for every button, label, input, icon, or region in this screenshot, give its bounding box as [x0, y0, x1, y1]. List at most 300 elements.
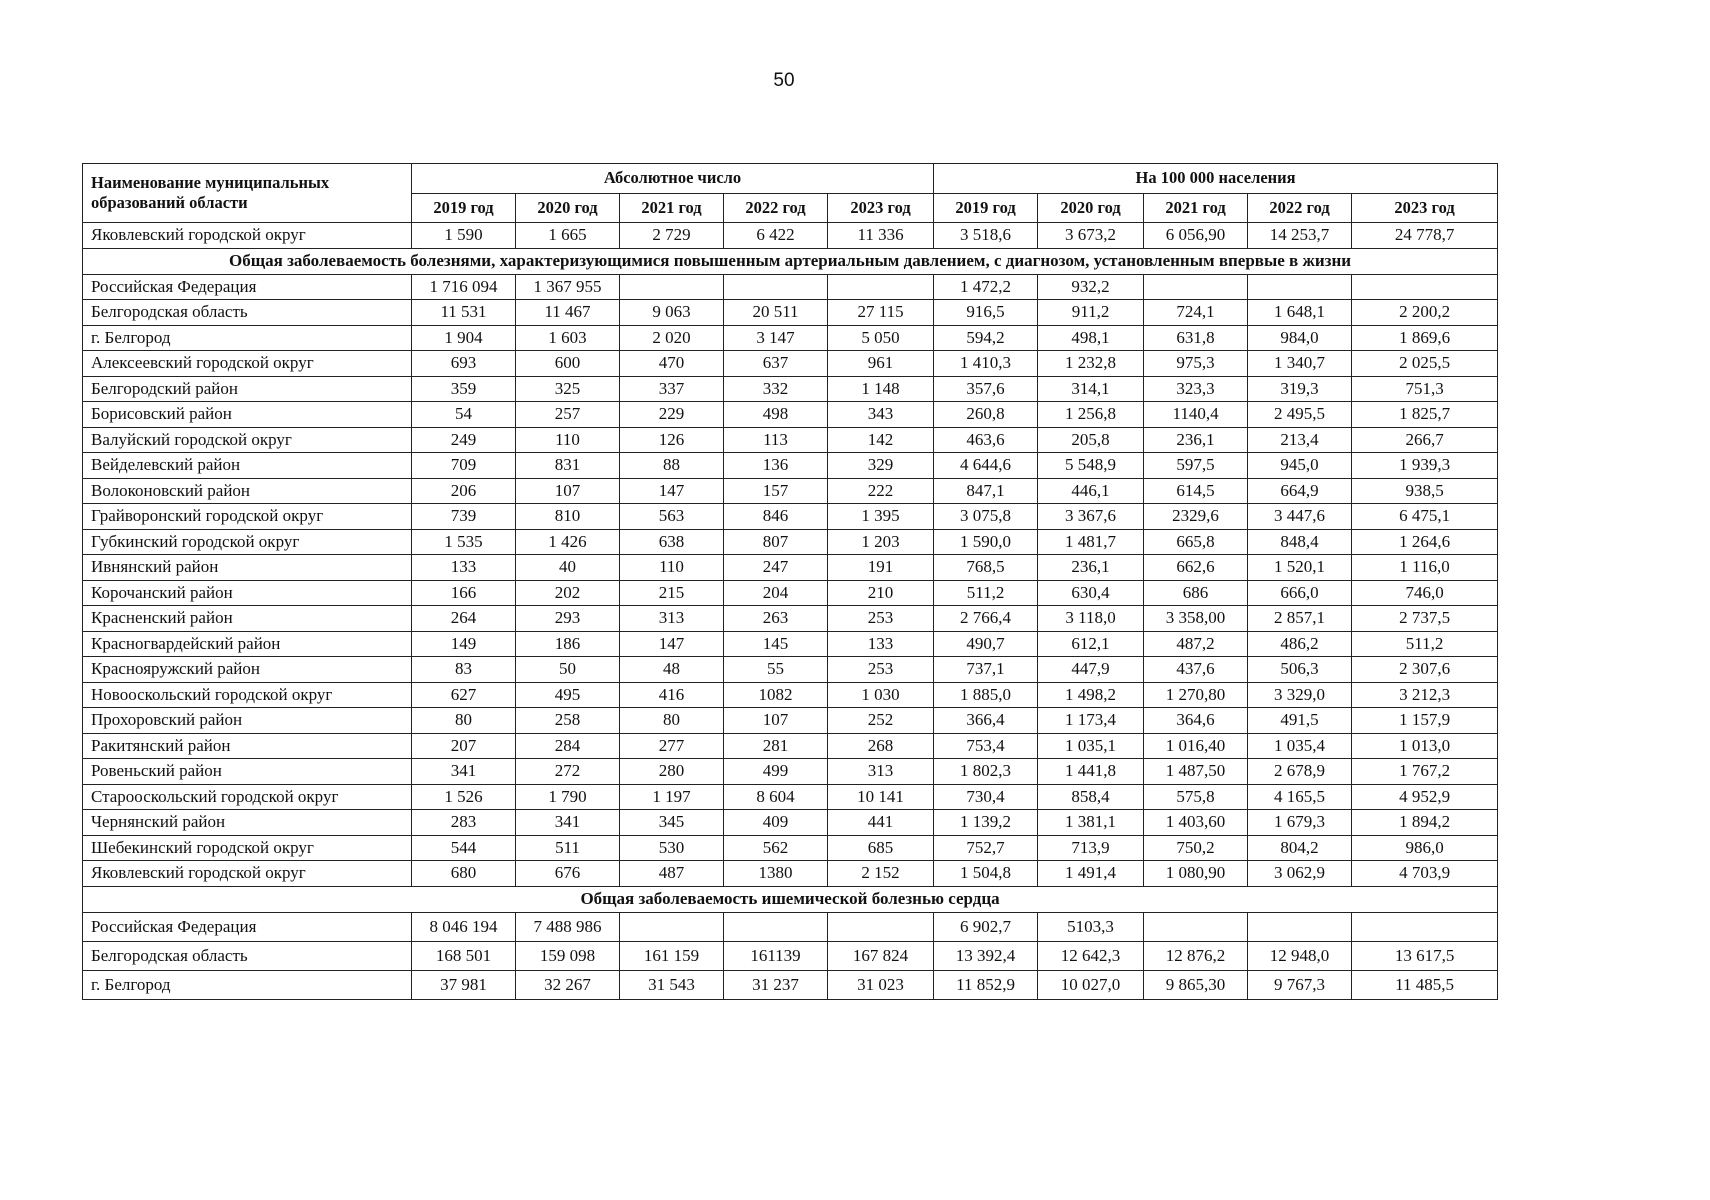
- per-100000-value-cell: 4 952,9: [1352, 784, 1498, 810]
- year-header-per-2020: 2020 год: [1038, 193, 1144, 223]
- absolute-value-cell: 416: [620, 682, 724, 708]
- per-100000-value-cell: 2 495,5: [1248, 402, 1352, 428]
- per-100000-value-cell: 236,1: [1144, 427, 1248, 453]
- absolute-value-cell: 253: [828, 657, 934, 683]
- table-row: [83, 970, 1498, 999]
- absolute-value-cell: 20 511: [724, 300, 828, 326]
- table-row: [83, 427, 1498, 453]
- municipality-name: г. Белгород: [83, 325, 412, 351]
- per-100000-value-cell: 1140,4: [1144, 402, 1248, 428]
- per-100000-value-cell: 511,2: [1352, 631, 1498, 657]
- per-100000-value-cell: 5 548,9: [1038, 453, 1144, 479]
- per-100000-value-cell: 1 016,40: [1144, 733, 1248, 759]
- table-row: [83, 529, 1498, 555]
- absolute-value-cell: 1 395: [828, 504, 934, 530]
- table-row: [83, 861, 1498, 887]
- absolute-value-cell: 6 422: [724, 223, 828, 249]
- per-100000-value-cell: 2 200,2: [1352, 300, 1498, 326]
- per-100000-value-cell: 911,2: [1038, 300, 1144, 326]
- per-100000-value-cell: 3 118,0: [1038, 606, 1144, 632]
- per-100000-value-cell: 24 778,7: [1352, 223, 1498, 249]
- absolute-value-cell: 11 467: [516, 300, 620, 326]
- per-100000-value-cell: 4 644,6: [934, 453, 1038, 479]
- per-100000-value-cell: 752,7: [934, 835, 1038, 861]
- table-row: [83, 453, 1498, 479]
- section-row: [83, 886, 1498, 912]
- per-100000-value-cell: [1352, 912, 1498, 941]
- absolute-value-cell: 313: [620, 606, 724, 632]
- absolute-value-cell: 499: [724, 759, 828, 785]
- per-100000-value-cell: 260,8: [934, 402, 1038, 428]
- table-row: [83, 376, 1498, 402]
- municipality-name: Новооскольский городской округ: [83, 682, 412, 708]
- per-100000-value-cell: 1 481,7: [1038, 529, 1144, 555]
- absolute-value-cell: 113: [724, 427, 828, 453]
- municipality-name: Российская Федерация: [83, 912, 412, 941]
- year-header-abs-2022: 2022 год: [724, 193, 828, 223]
- per-100000-value-cell: [1248, 274, 1352, 300]
- table-row: [83, 555, 1498, 581]
- absolute-value-cell: 332: [724, 376, 828, 402]
- per-100000-value-cell: 487,2: [1144, 631, 1248, 657]
- per-100000-value-cell: [1144, 912, 1248, 941]
- municipality-name: Грайворонский городской округ: [83, 504, 412, 530]
- per-100000-value-cell: 1 270,80: [1144, 682, 1248, 708]
- per-100000-value-cell: 364,6: [1144, 708, 1248, 734]
- absolute-value-cell: 831: [516, 453, 620, 479]
- absolute-value-cell: 1 904: [412, 325, 516, 351]
- per-100000-header: На 100 000 населения: [934, 164, 1498, 194]
- municipality-name: Ровеньский район: [83, 759, 412, 785]
- per-100000-value-cell: 1 504,8: [934, 861, 1038, 887]
- absolute-value-cell: 48: [620, 657, 724, 683]
- per-100000-value-cell: 266,7: [1352, 427, 1498, 453]
- per-100000-value-cell: 730,4: [934, 784, 1038, 810]
- absolute-value-cell: 807: [724, 529, 828, 555]
- per-100000-value-cell: 498,1: [1038, 325, 1144, 351]
- absolute-value-cell: 487: [620, 861, 724, 887]
- per-100000-value-cell: 746,0: [1352, 580, 1498, 606]
- absolute-value-cell: 110: [620, 555, 724, 581]
- absolute-value-cell: 961: [828, 351, 934, 377]
- absolute-value-cell: 107: [516, 478, 620, 504]
- absolute-value-cell: 1 716 094: [412, 274, 516, 300]
- municipality-name: Старооскольский городской округ: [83, 784, 412, 810]
- absolute-value-cell: 676: [516, 861, 620, 887]
- year-header-abs-2021: 2021 год: [620, 193, 724, 223]
- absolute-value-cell: 600: [516, 351, 620, 377]
- per-100000-value-cell: 848,4: [1248, 529, 1352, 555]
- absolute-value-cell: 627: [412, 682, 516, 708]
- absolute-value-cell: 257: [516, 402, 620, 428]
- absolute-value-cell: 9 063: [620, 300, 724, 326]
- absolute-value-cell: 1 367 955: [516, 274, 620, 300]
- per-100000-value-cell: 751,3: [1352, 376, 1498, 402]
- per-100000-value-cell: 4 703,9: [1352, 861, 1498, 887]
- absolute-value-cell: 40: [516, 555, 620, 581]
- per-100000-value-cell: 314,1: [1038, 376, 1144, 402]
- per-100000-value-cell: 984,0: [1248, 325, 1352, 351]
- absolute-value-cell: 249: [412, 427, 516, 453]
- per-100000-value-cell: 594,2: [934, 325, 1038, 351]
- table-row: [83, 733, 1498, 759]
- absolute-value-cell: 10 141: [828, 784, 934, 810]
- per-100000-value-cell: 9 767,3: [1248, 970, 1352, 999]
- per-100000-value-cell: 666,0: [1248, 580, 1352, 606]
- per-100000-value-cell: 686: [1144, 580, 1248, 606]
- absolute-value-cell: 325: [516, 376, 620, 402]
- per-100000-value-cell: 597,5: [1144, 453, 1248, 479]
- per-100000-value-cell: 12 948,0: [1248, 941, 1352, 970]
- absolute-value-cell: 2 152: [828, 861, 934, 887]
- absolute-value-cell: 277: [620, 733, 724, 759]
- per-100000-value-cell: 1 256,8: [1038, 402, 1144, 428]
- table-row: [83, 223, 1498, 249]
- absolute-value-cell: 441: [828, 810, 934, 836]
- per-100000-value-cell: 11 485,5: [1352, 970, 1498, 999]
- per-100000-value-cell: 486,2: [1248, 631, 1352, 657]
- per-100000-value-cell: 3 518,6: [934, 223, 1038, 249]
- absolute-value-cell: 229: [620, 402, 724, 428]
- absolute-value-cell: 739: [412, 504, 516, 530]
- absolute-value-cell: 204: [724, 580, 828, 606]
- per-100000-value-cell: 491,5: [1248, 708, 1352, 734]
- absolute-value-cell: 215: [620, 580, 724, 606]
- absolute-value-cell: 167 824: [828, 941, 934, 970]
- per-100000-value-cell: 612,1: [1038, 631, 1144, 657]
- absolute-value-cell: 680: [412, 861, 516, 887]
- per-100000-value-cell: 213,4: [1248, 427, 1352, 453]
- per-100000-value-cell: 1 491,4: [1038, 861, 1144, 887]
- per-100000-value-cell: 3 447,6: [1248, 504, 1352, 530]
- per-100000-value-cell: 1 487,50: [1144, 759, 1248, 785]
- municipality-name: Алексеевский городской округ: [83, 351, 412, 377]
- absolute-value-cell: 191: [828, 555, 934, 581]
- per-100000-value-cell: [1144, 274, 1248, 300]
- absolute-value-cell: 80: [412, 708, 516, 734]
- absolute-value-cell: 1 665: [516, 223, 620, 249]
- municipality-name: Красногвардейский район: [83, 631, 412, 657]
- absolute-value-cell: 252: [828, 708, 934, 734]
- absolute-value-cell: 2 020: [620, 325, 724, 351]
- absolute-value-cell: 31 237: [724, 970, 828, 999]
- per-100000-value-cell: 205,8: [1038, 427, 1144, 453]
- per-100000-value-cell: 662,6: [1144, 555, 1248, 581]
- per-100000-value-cell: 1 679,3: [1248, 810, 1352, 836]
- absolute-value-cell: 1 030: [828, 682, 934, 708]
- absolute-value-cell: 8 046 194: [412, 912, 516, 941]
- per-100000-value-cell: 938,5: [1352, 478, 1498, 504]
- absolute-value-cell: 31 543: [620, 970, 724, 999]
- absolute-value-cell: 7 488 986: [516, 912, 620, 941]
- absolute-value-cell: 1 203: [828, 529, 934, 555]
- absolute-value-cell: 337: [620, 376, 724, 402]
- absolute-value-cell: 54: [412, 402, 516, 428]
- municipality-name: Яковлевский городской округ: [83, 223, 412, 249]
- absolute-value-cell: 498: [724, 402, 828, 428]
- per-100000-value-cell: 1 381,1: [1038, 810, 1144, 836]
- absolute-value-cell: 685: [828, 835, 934, 861]
- table-row: [83, 504, 1498, 530]
- table-row: [83, 325, 1498, 351]
- per-100000-value-cell: 1 173,4: [1038, 708, 1144, 734]
- per-100000-value-cell: 631,8: [1144, 325, 1248, 351]
- absolute-value-cell: 222: [828, 478, 934, 504]
- per-100000-value-cell: 1 520,1: [1248, 555, 1352, 581]
- absolute-value-cell: 281: [724, 733, 828, 759]
- table-row: [83, 759, 1498, 785]
- municipality-name: Красненский район: [83, 606, 412, 632]
- per-100000-value-cell: 1 403,60: [1144, 810, 1248, 836]
- absolute-value-cell: 80: [620, 708, 724, 734]
- absolute-value-cell: 8 604: [724, 784, 828, 810]
- per-100000-value-cell: 1 894,2: [1352, 810, 1498, 836]
- per-100000-value-cell: 506,3: [1248, 657, 1352, 683]
- absolute-value-cell: 37 981: [412, 970, 516, 999]
- per-100000-value-cell: 1 802,3: [934, 759, 1038, 785]
- per-100000-value-cell: 858,4: [1038, 784, 1144, 810]
- per-100000-value-cell: 1 767,2: [1352, 759, 1498, 785]
- absolute-value-cell: 1 535: [412, 529, 516, 555]
- absolute-value-cell: [620, 274, 724, 300]
- municipality-name: Вейделевский район: [83, 453, 412, 479]
- per-100000-value-cell: 357,6: [934, 376, 1038, 402]
- absolute-value-cell: 329: [828, 453, 934, 479]
- absolute-value-cell: 157: [724, 478, 828, 504]
- per-100000-value-cell: 2329,6: [1144, 504, 1248, 530]
- table-row: [83, 580, 1498, 606]
- per-100000-value-cell: 2 766,4: [934, 606, 1038, 632]
- absolute-value-cell: 166: [412, 580, 516, 606]
- per-100000-value-cell: 511,2: [934, 580, 1038, 606]
- absolute-value-cell: 142: [828, 427, 934, 453]
- per-100000-value-cell: 932,2: [1038, 274, 1144, 300]
- per-100000-value-cell: 614,5: [1144, 478, 1248, 504]
- per-100000-value-cell: 9 865,30: [1144, 970, 1248, 999]
- absolute-value-cell: 693: [412, 351, 516, 377]
- per-100000-value-cell: 12 642,3: [1038, 941, 1144, 970]
- absolute-value-cell: 110: [516, 427, 620, 453]
- per-100000-value-cell: 2 737,5: [1352, 606, 1498, 632]
- per-100000-value-cell: 753,4: [934, 733, 1038, 759]
- absolute-value-cell: 263: [724, 606, 828, 632]
- absolute-value-cell: 341: [516, 810, 620, 836]
- absolute-value-cell: 709: [412, 453, 516, 479]
- per-100000-value-cell: 1 939,3: [1352, 453, 1498, 479]
- year-header-per-2022: 2022 год: [1248, 193, 1352, 223]
- absolute-value-cell: 1082: [724, 682, 828, 708]
- absolute-value-cell: 31 023: [828, 970, 934, 999]
- per-100000-value-cell: 1 825,7: [1352, 402, 1498, 428]
- per-100000-value-cell: 1 885,0: [934, 682, 1038, 708]
- per-100000-value-cell: 14 253,7: [1248, 223, 1352, 249]
- absolute-value-cell: 50: [516, 657, 620, 683]
- absolute-value-cell: 345: [620, 810, 724, 836]
- per-100000-value-cell: 1 035,4: [1248, 733, 1352, 759]
- absolute-value-cell: 11 531: [412, 300, 516, 326]
- per-100000-value-cell: 446,1: [1038, 478, 1144, 504]
- absolute-value-cell: 637: [724, 351, 828, 377]
- absolute-value-cell: 341: [412, 759, 516, 785]
- morbidity-table: [82, 163, 1498, 1000]
- per-100000-value-cell: 768,5: [934, 555, 1038, 581]
- per-100000-value-cell: 3 062,9: [1248, 861, 1352, 887]
- per-100000-value-cell: 1 035,1: [1038, 733, 1144, 759]
- per-100000-value-cell: 3 367,6: [1038, 504, 1144, 530]
- absolute-value-cell: 133: [828, 631, 934, 657]
- absolute-value-cell: 280: [620, 759, 724, 785]
- absolute-value-cell: 638: [620, 529, 724, 555]
- table-row: [83, 274, 1498, 300]
- municipality-name: Яковлевский городской округ: [83, 861, 412, 887]
- per-100000-value-cell: 1 648,1: [1248, 300, 1352, 326]
- absolute-value-cell: 147: [620, 478, 724, 504]
- per-100000-value-cell: 2 678,9: [1248, 759, 1352, 785]
- absolute-value-cell: 107: [724, 708, 828, 734]
- page-number: 50: [773, 70, 795, 91]
- table-row: [83, 300, 1498, 326]
- absolute-value-cell: 247: [724, 555, 828, 581]
- absolute-value-cell: 1 526: [412, 784, 516, 810]
- per-100000-value-cell: 6 056,90: [1144, 223, 1248, 249]
- year-header-per-2021: 2021 год: [1144, 193, 1248, 223]
- absolute-value-cell: 32 267: [516, 970, 620, 999]
- municipality-name: Волоконовский район: [83, 478, 412, 504]
- municipality-name: Ракитянский район: [83, 733, 412, 759]
- table-row: [83, 708, 1498, 734]
- table-row: [83, 478, 1498, 504]
- absolute-value-cell: 11 336: [828, 223, 934, 249]
- absolute-value-cell: 359: [412, 376, 516, 402]
- per-100000-value-cell: 1 472,2: [934, 274, 1038, 300]
- absolute-value-cell: 168 501: [412, 941, 516, 970]
- per-100000-value-cell: 323,3: [1144, 376, 1248, 402]
- absolute-value-cell: 343: [828, 402, 934, 428]
- per-100000-value-cell: 916,5: [934, 300, 1038, 326]
- absolute-value-cell: 1 148: [828, 376, 934, 402]
- per-100000-value-cell: 319,3: [1248, 376, 1352, 402]
- per-100000-value-cell: 4 165,5: [1248, 784, 1352, 810]
- absolute-value-cell: 258: [516, 708, 620, 734]
- per-100000-value-cell: [1352, 274, 1498, 300]
- per-100000-value-cell: 11 852,9: [934, 970, 1038, 999]
- absolute-value-cell: 149: [412, 631, 516, 657]
- municipality-header: [83, 164, 412, 223]
- per-100000-value-cell: 1 232,8: [1038, 351, 1144, 377]
- absolute-value-cell: 159 098: [516, 941, 620, 970]
- table-body: [83, 223, 1498, 1000]
- per-100000-value-cell: 575,8: [1144, 784, 1248, 810]
- per-100000-value-cell: 1 013,0: [1352, 733, 1498, 759]
- per-100000-value-cell: 6 475,1: [1352, 504, 1498, 530]
- per-100000-value-cell: 3 358,00: [1144, 606, 1248, 632]
- per-100000-value-cell: 10 027,0: [1038, 970, 1144, 999]
- municipality-name: Борисовский район: [83, 402, 412, 428]
- municipality-name: Белгородский район: [83, 376, 412, 402]
- table-row: [83, 912, 1498, 941]
- absolute-number-header: Абсолютное число: [412, 164, 934, 194]
- per-100000-value-cell: 713,9: [1038, 835, 1144, 861]
- absolute-value-cell: 1 426: [516, 529, 620, 555]
- per-100000-value-cell: 847,1: [934, 478, 1038, 504]
- municipality-name: Губкинский городской округ: [83, 529, 412, 555]
- per-100000-value-cell: 1 498,2: [1038, 682, 1144, 708]
- absolute-value-cell: 293: [516, 606, 620, 632]
- per-100000-value-cell: 2 307,6: [1352, 657, 1498, 683]
- absolute-value-cell: 126: [620, 427, 724, 453]
- per-100000-value-cell: 3 075,8: [934, 504, 1038, 530]
- per-100000-value-cell: 665,8: [1144, 529, 1248, 555]
- section-row: [83, 248, 1498, 274]
- table-row: [83, 835, 1498, 861]
- per-100000-value-cell: 945,0: [1248, 453, 1352, 479]
- municipality-name: Прохоровский район: [83, 708, 412, 734]
- per-100000-value-cell: 13 392,4: [934, 941, 1038, 970]
- year-header-abs-2020: 2020 год: [516, 193, 620, 223]
- absolute-value-cell: 133: [412, 555, 516, 581]
- absolute-value-cell: 145: [724, 631, 828, 657]
- per-100000-value-cell: 236,1: [1038, 555, 1144, 581]
- per-100000-value-cell: 437,6: [1144, 657, 1248, 683]
- absolute-value-cell: 563: [620, 504, 724, 530]
- absolute-value-cell: 55: [724, 657, 828, 683]
- absolute-value-cell: 253: [828, 606, 934, 632]
- absolute-value-cell: 268: [828, 733, 934, 759]
- per-100000-value-cell: 447,9: [1038, 657, 1144, 683]
- table-row: [83, 606, 1498, 632]
- per-100000-value-cell: 986,0: [1352, 835, 1498, 861]
- absolute-value-cell: 313: [828, 759, 934, 785]
- year-header-per-2019: 2019 год: [934, 193, 1038, 223]
- per-100000-value-cell: 1 264,6: [1352, 529, 1498, 555]
- absolute-value-cell: 1 790: [516, 784, 620, 810]
- absolute-value-cell: 264: [412, 606, 516, 632]
- per-100000-value-cell: 975,3: [1144, 351, 1248, 377]
- municipality-header-line-2: образований области: [91, 193, 248, 212]
- per-100000-value-cell: 1 590,0: [934, 529, 1038, 555]
- table-row: [83, 657, 1498, 683]
- absolute-value-cell: 136: [724, 453, 828, 479]
- per-100000-value-cell: 1 441,8: [1038, 759, 1144, 785]
- per-100000-value-cell: [1248, 912, 1352, 941]
- per-100000-value-cell: 3 212,3: [1352, 682, 1498, 708]
- municipality-name: Корочанский район: [83, 580, 412, 606]
- absolute-value-cell: 272: [516, 759, 620, 785]
- per-100000-value-cell: 2 857,1: [1248, 606, 1352, 632]
- absolute-value-cell: 161139: [724, 941, 828, 970]
- absolute-value-cell: 1 590: [412, 223, 516, 249]
- municipality-name: Белгородская область: [83, 300, 412, 326]
- table-row: [83, 402, 1498, 428]
- per-100000-value-cell: 13 617,5: [1352, 941, 1498, 970]
- absolute-value-cell: [620, 912, 724, 941]
- table-row: [83, 941, 1498, 970]
- per-100000-value-cell: 12 876,2: [1144, 941, 1248, 970]
- per-100000-value-cell: 366,4: [934, 708, 1038, 734]
- year-header-abs-2019: 2019 год: [412, 193, 516, 223]
- absolute-value-cell: 544: [412, 835, 516, 861]
- per-100000-value-cell: 6 902,7: [934, 912, 1038, 941]
- table-row: [83, 682, 1498, 708]
- absolute-value-cell: 1380: [724, 861, 828, 887]
- municipality-name: г. Белгород: [83, 970, 412, 999]
- absolute-value-cell: 284: [516, 733, 620, 759]
- per-100000-value-cell: 2 025,5: [1352, 351, 1498, 377]
- absolute-value-cell: 283: [412, 810, 516, 836]
- per-100000-value-cell: 3 329,0: [1248, 682, 1352, 708]
- absolute-value-cell: 495: [516, 682, 620, 708]
- municipality-name: Ивнянский район: [83, 555, 412, 581]
